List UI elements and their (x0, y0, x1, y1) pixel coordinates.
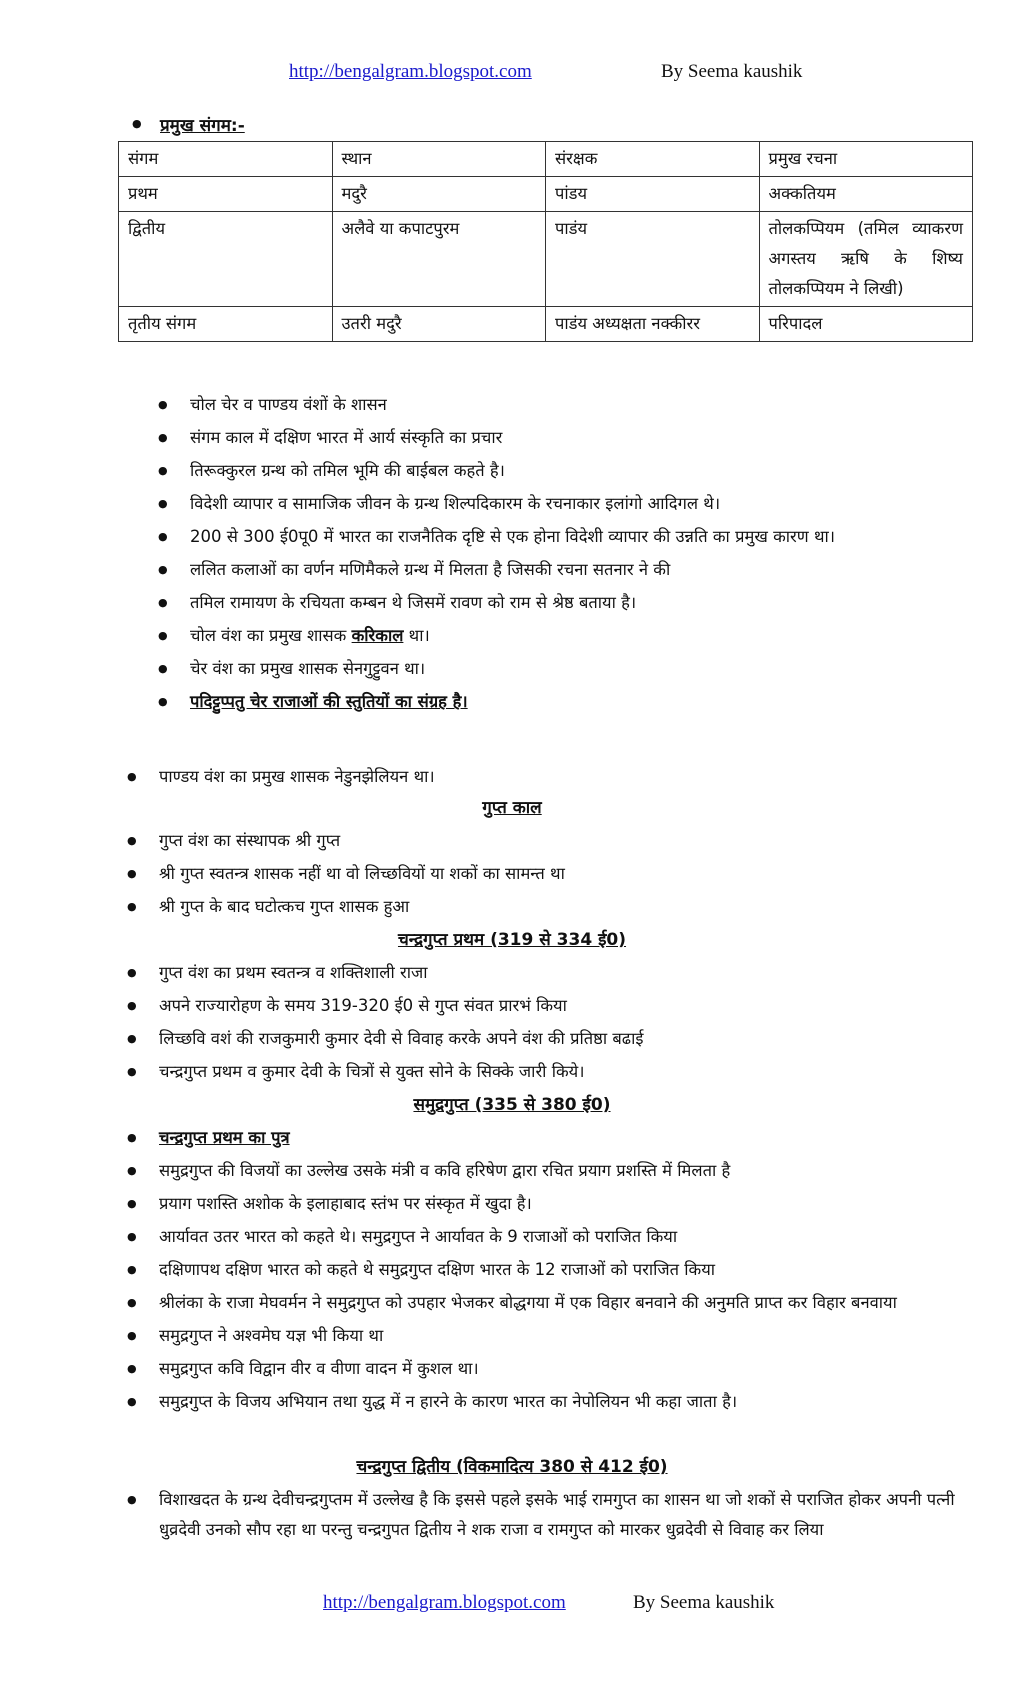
list-item: ● तिरूक्कुरल ग्रन्थ को तमिल भूमि की बाईबल कहते है। (158, 456, 978, 486)
table-cell: द्वितीय (119, 212, 333, 307)
chandragupta2-points-list (127, 1485, 997, 1548)
page-header (0, 61, 1024, 91)
chola-prefix: चोल वंश का प्रमुख शासक (190, 626, 347, 645)
list-item: ● संगम काल में दक्षिण भारत में आर्य संस्कृति का प्रचार (158, 423, 978, 453)
list-item: ● चेर वंश का प्रमुख शासक सेनगुट्टुवन था। (158, 654, 978, 684)
pandya-list (127, 762, 987, 795)
sangam-table (118, 141, 973, 342)
table-cell: पांडय (546, 177, 760, 212)
list-item: ● श्रीलंका के राजा मेघवर्मन ने समुद्रगुप्त को उपहार भेजकर बोद्धगया में एक विहार बनवाने की अनुमति प्राप्त कर विहार बनवाया (127, 1288, 997, 1318)
samudragupta-heading: समुद्रगुप्त (335 से 380 ई0) (413, 1095, 611, 1115)
chola-suffix: था। (408, 626, 430, 645)
table-cell: उतरी मदुरै (332, 307, 546, 342)
table-cell: तृतीय संगम (119, 307, 333, 342)
bullet-icon: ● (132, 117, 142, 130)
list-item: ● समुद्रगुप्त कवि विद्वान वीर व वीणा वादन में कुशल था। (127, 1354, 997, 1384)
chandragupta1-points-list (127, 958, 987, 1090)
list-item: ● आर्यावत उतर भारत को कहते थे। समुद्रगुप्त ने आर्यावत के 9 राजाओं को पराजित किया (127, 1222, 997, 1252)
list-item: ● प्रयाग पशस्ति अशोक के इलाहाबाद स्तंभ पर संस्कृत में खुदा है। (127, 1189, 997, 1219)
list-item (158, 621, 978, 651)
table-header-cell: संरक्षक (546, 142, 760, 177)
table-header-cell: प्रमुख रचना (759, 142, 973, 177)
samudragupta-points-list (127, 1123, 997, 1420)
list-item: ● लिच्छवि वशं की राजकुमारी कुमार देवी से विवाह करके अपने वंश की प्रतिष्ठा बढाई (127, 1024, 987, 1054)
table-cell: परिपादल (759, 307, 973, 342)
footer-blog-link[interactable]: http://bengalgram.blogspot.com (323, 1592, 566, 1613)
header-author: By Seema kaushik (661, 61, 803, 82)
chandragupta2-heading: चन्द्रगुप्त द्वितीय (विकमादित्य 380 से 412 ई0) (356, 1457, 668, 1477)
list-item: ● विदेशी व्यापार व सामाजिक जीवन के ग्रन्थ शिल्पदिकारम के रचनाकार इलांगो आदिगल थे। (158, 489, 978, 519)
table-section-title: ● प्रमुख संगम:- (132, 116, 245, 136)
list-item: ● गुप्त वंश का संस्थापक श्री गुप्त (127, 826, 987, 856)
list-item: ● अपने राज्यारोहण के समय 319-320 ई0 से गुप्त संवत प्रारभं किया (127, 991, 987, 1021)
table-cell: अक्कतियम (759, 177, 973, 212)
sangam-points-list (158, 390, 978, 720)
list-item: ● समुद्रगुप्त की विजयों का उल्लेख उसके मंत्री व कवि हरिषेण द्वारा रचित प्रयाग प्रशस्ति में मिलता है (127, 1156, 997, 1186)
list-item: ● ललित कलाओं का वर्णन मणिमैकले ग्रन्थ में मिलता है जिसकी रचना सतनार ने की (158, 555, 978, 585)
chola-keyword: करिकाल (351, 626, 404, 645)
list-item-bold: ● चन्द्रगुप्त प्रथम का पुत्र (127, 1123, 997, 1153)
list-item: ● समुद्रगुप्त के विजय अभियान तथा युद्ध में न हारने के कारण भारत का नेपोलियन भी कहा जाता है। (127, 1387, 997, 1417)
chandragupta1-heading: चन्द्रगुप्त प्रथम (319 से 334 ई0) (397, 930, 627, 950)
table-header-cell: संगम (119, 142, 333, 177)
table-header-row (119, 142, 973, 177)
list-item: ● चोल चेर व पाण्डय वंशों के शासन (158, 390, 978, 420)
table-header-cell: स्थान (332, 142, 546, 177)
list-item: ● श्री गुप्त स्वतन्त्र शासक नहीं था वो लिच्छवियों या शकों का सामन्त था (127, 859, 987, 889)
table-row (119, 177, 973, 212)
page-footer (0, 1592, 1024, 1622)
list-item: ● श्री गुप्त के बाद घटोत्कच गुप्त शासक हुआ (127, 892, 987, 922)
list-item: ● पाण्डय वंश का प्रमुख शासक नेडुनझेलियन था। (127, 762, 987, 792)
list-item-bold: ● पदिट्टुप्पतु चेर राजाओं की स्तुतियों का संग्रह है। (158, 687, 978, 717)
gupta-points-list (127, 826, 987, 925)
list-item: ● गुप्त वंश का प्रथम स्वतन्त्र व शक्तिशाली राजा (127, 958, 987, 988)
gupta-heading: गुप्त काल (482, 798, 542, 818)
table-cell: पाडंय (546, 212, 760, 307)
list-item: ● दक्षिणापथ दक्षिण भारत को कहते थे समुद्रगुप्त दक्षिण भारत के 12 राजाओं को पराजित किया (127, 1255, 997, 1285)
table-row (119, 307, 973, 342)
list-item: ● 200 से 300 ई0पू0 में भारत का राजनैतिक दृष्टि से एक होना विदेशी व्यापार की उन्नति का प्रमुख कारण था। (158, 522, 978, 552)
table-cell: अलैवे या कपाटपुरम (332, 212, 546, 307)
table-cell: तोलकप्पियम (तमिल व्याकरण अगस्तय ऋषि के शिष्य तोलकप्पियम ने लिखी) (759, 212, 973, 307)
header-blog-link[interactable]: http://bengalgram.blogspot.com (289, 61, 532, 82)
table-cell: प्रथम (119, 177, 333, 212)
list-item: ● समुद्रगुप्त ने अश्वमेघ यज्ञ भी किया था (127, 1321, 997, 1351)
table-cell: पाडंय अध्यक्षता नक्कीरर (546, 307, 760, 342)
table-row (119, 212, 973, 307)
footer-author: By Seema kaushik (633, 1592, 775, 1613)
list-item: ● विशाखदत के ग्रन्थ देवीचन्द्रगुप्तम में उल्लेख है कि इससे पहले इसके भाई रामगुप्त का शासन था जो शकों से पराजित होकर अपनी पत्नी धुव्रदेवी उनको सौप रहा था परन्तु चन्द्रगुपत द्वितीय ने शक राजा व रामगुप्त को मारकर धुव्रदेवी से विवाह कर लिया (127, 1485, 997, 1545)
list-item: ● चन्द्रगुप्त प्रथम व कुमार देवी के चित्रों से युक्त सोने के सिक्के जारी किये। (127, 1057, 987, 1087)
list-item: ● तमिल रामायण के रचियता कम्बन थे जिसमें रावण को राम से श्रेष्ठ बताया है। (158, 588, 978, 618)
table-cell: मदुरै (332, 177, 546, 212)
